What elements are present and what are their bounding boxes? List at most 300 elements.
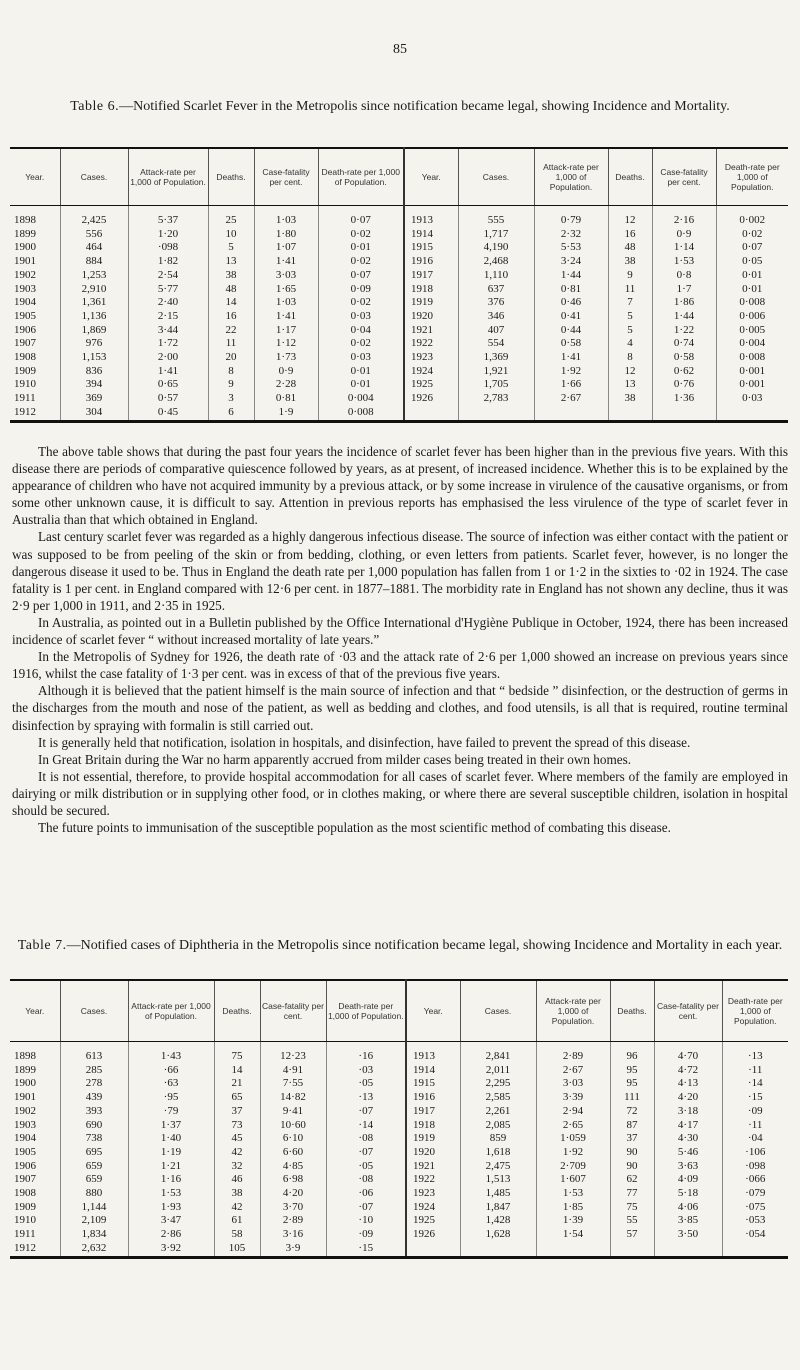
table7-cell: 1915 — [406, 1077, 460, 1091]
table6-cell — [404, 406, 458, 421]
table7-cell: 1·92 — [536, 1146, 610, 1160]
table6-cell: 464 — [60, 241, 128, 255]
table7-cell: 1906 — [14, 1159, 36, 1172]
table7-cell: 1·53 — [128, 1187, 214, 1201]
body-paragraph: In Great Britain during the War no harm apparently accrued from milder cases being treated in their own homes. — [38, 751, 632, 767]
table6-cell: 14 — [208, 296, 254, 310]
table6-cell: 20 — [208, 351, 254, 365]
table7-cell: 1900 — [14, 1077, 36, 1090]
table6-cell: 1·17 — [254, 324, 318, 338]
table7-cell: ·95 — [128, 1091, 214, 1105]
table6-cell: 0·01 — [716, 283, 788, 297]
table6-cell: 1,921 — [458, 365, 534, 379]
table7-cell: 285 — [60, 1064, 128, 1078]
table7-cell: ·15 — [722, 1091, 788, 1105]
table7-cell: 1,144 — [60, 1201, 128, 1215]
body-paragraph: It is not essential, therefore, to provide hospital accommodation for all cases of scarlet fever. Where members of the family are employed in dairying or milk distribution or in supplying other food, or in clothes making, or where there are several susceptible children, isolation in hospital should be secured. — [12, 768, 788, 818]
table6-header-cell: Attack-rate per 1,000 of Population. — [128, 148, 208, 206]
table7-header-cell: Deaths. — [214, 980, 260, 1042]
table6-cell: 0·46 — [534, 296, 608, 310]
table6-spacer-cell — [458, 206, 534, 215]
table7-cell: 2,109 — [60, 1214, 128, 1228]
table7-cell: ·11 — [722, 1119, 788, 1133]
table6-cell: 407 — [458, 324, 534, 338]
table7-cell: 1·43 — [128, 1050, 214, 1064]
table6-cell: 5 — [608, 310, 652, 324]
table6-row — [10, 351, 788, 365]
table6-cell: 38 — [608, 392, 652, 406]
table6-cell: 1·7 — [652, 283, 716, 297]
table7-spacer-cell — [60, 1042, 128, 1051]
table6-spacer-cell — [10, 206, 60, 215]
table6-cell: 1·41 — [128, 365, 208, 379]
table7-spacer-cell — [326, 1042, 406, 1051]
table7-cell: 62 — [610, 1173, 654, 1187]
table6-header-cell: Attack-rate per 1,000 of Population. — [534, 148, 608, 206]
table6-cell: 1·03 — [254, 296, 318, 310]
table6-cell: 7 — [608, 296, 652, 310]
table6-cell: 9 — [608, 269, 652, 283]
body-paragraph: It is generally held that notification, isolation in hospitals, and disinfection, have failed to prevent the spread of this disease. — [38, 734, 691, 750]
table7-cell: 1901 — [14, 1091, 36, 1104]
table7-spacer-cell — [406, 1042, 460, 1051]
table7-cell: 4·70 — [654, 1050, 722, 1064]
table7-cell: 2,841 — [460, 1050, 536, 1064]
table6-cell: 1·07 — [254, 241, 318, 255]
table6-cell: 0·57 — [128, 392, 208, 406]
table7-cell: 695 — [60, 1146, 128, 1160]
table6-row — [10, 283, 788, 297]
table7-cell: ·08 — [326, 1132, 406, 1146]
table7-cell: 4·17 — [654, 1119, 722, 1133]
table7-cell: 42 — [214, 1201, 260, 1215]
table6-cell: 3·24 — [534, 255, 608, 269]
table7-cell: 1926 — [406, 1228, 460, 1242]
table7-cell: ·04 — [722, 1132, 788, 1146]
table7-cell — [536, 1242, 610, 1257]
table7-cell: 10·60 — [260, 1119, 326, 1133]
table7-cell: 278 — [60, 1077, 128, 1091]
table7-cell: 1902 — [14, 1104, 36, 1117]
table6-cell: 1921 — [404, 324, 458, 338]
table6-cell: 0·45 — [128, 406, 208, 421]
table6-header-cell: Case-fatality per cent. — [652, 148, 716, 206]
table6-cell: 5 — [208, 241, 254, 255]
table6-cell: 1905 — [14, 309, 36, 322]
table7-cell: 6·10 — [260, 1132, 326, 1146]
table6-cell: 0·01 — [318, 378, 404, 392]
table6-cell: 394 — [60, 378, 128, 392]
table7-cell: 61 — [214, 1214, 260, 1228]
table6-cell: 346 — [458, 310, 534, 324]
table7-cell: 1·54 — [536, 1228, 610, 1242]
table7-cell: 2,632 — [60, 1242, 128, 1257]
body-paragraph: In the Metropolis of Sydney for 1926, the death rate of ·03 and the attack rate of 2·6 per 1,000 showed an increase on previous years since 1916, whilst the case fatality of 1·3 per cent. was in excess of that of the previous five years. — [12, 649, 788, 682]
table7-cell: 1,428 — [460, 1214, 536, 1228]
table7-cell: 4·91 — [260, 1064, 326, 1078]
table7-cell: ·14 — [326, 1119, 406, 1133]
table7-cell: 1·40 — [128, 1132, 214, 1146]
body-paragraph: The above table shows that during the past four years the incidence of scarlet fever has been higher than in the previous five years. With this disease there are periods of comparative quiescence followed by years, as at present, of increased incidence. Whether this is to be explained by the appearance of children who have not acquired immunity by a previous attack, or by some increase in virulence of the causative organisms, or from some other unknown cause, it is difficult to say. Attention in previous reports has emphasised the less virulence of the type of scarlet fever in Australia than that which obtained in England. — [12, 444, 788, 528]
table6-cell: 0·9 — [254, 365, 318, 379]
table6-cell: 10 — [208, 228, 254, 242]
table6-cell: 304 — [60, 406, 128, 421]
table6-cell: 1906 — [14, 323, 36, 336]
table6-cell: 1,253 — [60, 269, 128, 283]
table7-spacer-cell — [260, 1042, 326, 1051]
table7-row — [10, 1242, 788, 1257]
table6-row — [10, 406, 788, 421]
table7-cell: 105 — [214, 1242, 260, 1257]
table7-cell: ·10 — [326, 1214, 406, 1228]
table6-cell: 1,705 — [458, 378, 534, 392]
table7-cell: 1·16 — [128, 1173, 214, 1187]
table7-cell: 2,085 — [460, 1119, 536, 1133]
table7-spacer-cell — [610, 1042, 654, 1051]
table6-cell: 0·74 — [652, 337, 716, 351]
table6-cell: 38 — [208, 269, 254, 283]
body-paragraph: Last century scarlet fever was regarded as a highly dangerous infectious disease. The source of infection was either contact with the patient or was supposed to be from peeling of the skin or from bedding, clothing, or even letters from patients. Scarlet fever, however, is no longer the dangerous disease it used to be. Thus in England the death rate per 1,000 population has fallen from 1 or 1·2 in the sixties to ·02 in 1924. The case fatality is 1 per cent. in England compared with 12·6 per cent. in 1877–1881. The morbidity rate in England has not shown any decline, thus it was 2·9 per 1,000 in 1911, and 2·35 in 1925. — [12, 529, 788, 613]
table7-cell: 6·60 — [260, 1146, 326, 1160]
table6-row — [10, 392, 788, 406]
table7-row — [10, 1187, 788, 1201]
table7-header-cell: Year. — [406, 980, 460, 1042]
table6-spacer-cell — [208, 206, 254, 215]
table7-cell: 1,847 — [460, 1201, 536, 1215]
table7-cell: 1,618 — [460, 1146, 536, 1160]
table7-cell: 2·709 — [536, 1160, 610, 1174]
table6-cell: 1920 — [404, 310, 458, 324]
table6-cell: 1917 — [404, 269, 458, 283]
table7-cell: 45 — [214, 1132, 260, 1146]
table7-cell: 1917 — [406, 1105, 460, 1119]
table6-cell: 1898 — [14, 214, 36, 226]
table7-row — [10, 1050, 788, 1064]
table6-cell: 16 — [208, 310, 254, 324]
table7-cell: 2,585 — [460, 1091, 536, 1105]
table7-cell: 9·41 — [260, 1105, 326, 1119]
table7-header-cell: Cases. — [460, 980, 536, 1042]
table6-cell: 0·09 — [318, 283, 404, 297]
table7-cell: 14·82 — [260, 1091, 326, 1105]
table7-cell: 3·92 — [128, 1242, 214, 1257]
table6-cell: 1903 — [14, 282, 36, 295]
table7-diphtheria — [10, 979, 788, 1259]
table7-cell: 72 — [610, 1105, 654, 1119]
table7-cell — [722, 1242, 788, 1257]
table7-cell: ·16 — [326, 1050, 406, 1064]
table6-cell: 1907 — [14, 337, 36, 350]
table6-cell: 2·00 — [128, 351, 208, 365]
table6-cell: 1·66 — [534, 378, 608, 392]
table7-cell: 37 — [610, 1132, 654, 1146]
table6-cell: 884 — [60, 255, 128, 269]
table7-cell: ·066 — [722, 1173, 788, 1187]
table6-cell: 13 — [208, 255, 254, 269]
table6-cell — [534, 406, 608, 421]
table6-header-cell: Case-fatality per cent. — [254, 148, 318, 206]
table7-row — [10, 1146, 788, 1160]
table7-cell: 55 — [610, 1214, 654, 1228]
table7-cell: 659 — [60, 1173, 128, 1187]
table7-cell: 690 — [60, 1119, 128, 1133]
table7-header-cell: Attack-rate per 1,000 of Population. — [536, 980, 610, 1042]
table6-cell: 0·02 — [318, 337, 404, 351]
table7-cell: 4·09 — [654, 1173, 722, 1187]
table6-cell: 1901 — [14, 255, 36, 268]
table6-cell: 0·01 — [318, 365, 404, 379]
table6-cell: 0·9 — [652, 228, 716, 242]
table6-cell: 1926 — [404, 392, 458, 406]
table6-caption-lead: Table 6. — [70, 99, 120, 114]
table6-row — [10, 228, 788, 242]
table6-cell: 0·02 — [716, 228, 788, 242]
table6-cell: 0·62 — [652, 365, 716, 379]
table7-cell: 4·30 — [654, 1132, 722, 1146]
table6-spacer-cell — [128, 206, 208, 215]
table7-cell: 90 — [610, 1146, 654, 1160]
table6-cell: 38 — [608, 255, 652, 269]
table6-row — [10, 365, 788, 379]
table6-cell: 0·41 — [534, 310, 608, 324]
table6-cell: 1,369 — [458, 351, 534, 365]
table7-cell: 1914 — [406, 1064, 460, 1078]
table7-cell: 65 — [214, 1091, 260, 1105]
table6-spacer-row — [10, 206, 788, 215]
table6-cell: 0·004 — [318, 392, 404, 406]
table6-cell: 2·16 — [652, 214, 716, 228]
table6-cell: 1·20 — [128, 228, 208, 242]
table7-cell: 2·65 — [536, 1119, 610, 1133]
table7-cell: 6·98 — [260, 1173, 326, 1187]
table6-cell: 2,425 — [60, 214, 128, 228]
table7-cell: 1923 — [406, 1187, 460, 1201]
table7-cell: 96 — [610, 1050, 654, 1064]
table7-cell: 95 — [610, 1077, 654, 1091]
table6-cell: 1909 — [14, 364, 36, 377]
table6-cell: 1,110 — [458, 269, 534, 283]
table6-cell: 1·44 — [534, 269, 608, 283]
table7-cell: 439 — [60, 1091, 128, 1105]
table6-cell: 3·03 — [254, 269, 318, 283]
table6-cell: 0·44 — [534, 324, 608, 338]
table7-cell: 659 — [60, 1160, 128, 1174]
table7-cell: ·15 — [326, 1242, 406, 1257]
table7-cell: 1909 — [14, 1200, 36, 1213]
table6-cell: 0·01 — [716, 269, 788, 283]
table7-cell: 1912 — [14, 1241, 36, 1254]
table6-cell: 0·004 — [716, 337, 788, 351]
table7-cell: 2·94 — [536, 1105, 610, 1119]
table7-cell: ·07 — [326, 1105, 406, 1119]
table7-cell: 73 — [214, 1119, 260, 1133]
table6-cell: 1904 — [14, 296, 36, 309]
table7-cell: ·07 — [326, 1201, 406, 1215]
table6-cell: 5 — [608, 324, 652, 338]
page-number: 85 — [393, 42, 407, 57]
table6-cell: 1915 — [404, 241, 458, 255]
table7-cell: 111 — [610, 1091, 654, 1105]
table7-cell: 38 — [214, 1187, 260, 1201]
table7-row — [10, 1064, 788, 1078]
table6-spacer-cell — [652, 206, 716, 215]
table7-cell: 1899 — [14, 1063, 36, 1076]
table7-cell: ·05 — [326, 1160, 406, 1174]
table7-cell: 1·19 — [128, 1146, 214, 1160]
table7-cell: 3·85 — [654, 1214, 722, 1228]
table6-cell: 1908 — [14, 351, 36, 364]
table6-row — [10, 241, 788, 255]
table6-cell: 9 — [208, 378, 254, 392]
table7-cell: ·09 — [722, 1105, 788, 1119]
table6-cell: 3·44 — [128, 324, 208, 338]
table7-cell: 1,485 — [460, 1187, 536, 1201]
table6-cell: 1,153 — [60, 351, 128, 365]
body-paragraph: Although it is believed that the patient himself is the main source of infection and that “ bedside ” disinfection, or the destruction of germs in the discharges from the mouth and nose of the patient, as well as bedding and clothes, and food utensils, is all that is required, routine terminal disinfection by spraying with formalin is still carried out. — [12, 683, 788, 733]
table6-cell: 1900 — [14, 241, 36, 254]
table6-cell: 637 — [458, 283, 534, 297]
table7-header-cell: Deaths. — [610, 980, 654, 1042]
table7-cell — [654, 1242, 722, 1257]
table6-cell: 0·006 — [716, 310, 788, 324]
table7-cell: ·14 — [722, 1077, 788, 1091]
table6-caption-text: —Notified Scarlet Fever in the Metropolis since notification became legal, showing Incidence and Mortality. — [119, 99, 730, 114]
table6-cell: 0·05 — [716, 255, 788, 269]
table6-cell: 0·01 — [318, 241, 404, 255]
table7-cell: 1,513 — [460, 1173, 536, 1187]
table7-cell: 1,834 — [60, 1228, 128, 1242]
table6-header-cell: Death-rate per 1,000 of Population. — [716, 148, 788, 206]
body-paragraph: In Australia, as pointed out in a Bulletin published by the Office International d'Hygiène Publique in October, 1924, there has been increased incidence of scarlet fever “ without increased mortality of late years.” — [12, 614, 788, 648]
table6-cell: 1·86 — [652, 296, 716, 310]
table6-cell: 0·03 — [318, 351, 404, 365]
table6-cell: 16 — [608, 228, 652, 242]
table7-header-cell: Death-rate per 1,000 of Population. — [722, 980, 788, 1042]
table6-cell: 1,136 — [60, 310, 128, 324]
table7-cell: 1·607 — [536, 1173, 610, 1187]
table7-cell: 1916 — [406, 1091, 460, 1105]
table6-cell: 555 — [458, 214, 534, 228]
table7-cell: ·079 — [722, 1187, 788, 1201]
table7-cell: ·06 — [326, 1187, 406, 1201]
table6-cell: 369 — [60, 392, 128, 406]
table6-cell: 1·41 — [254, 255, 318, 269]
table7-cell: ·106 — [722, 1146, 788, 1160]
table7-cell: 3·9 — [260, 1242, 326, 1257]
table7-cell: 1898 — [14, 1050, 36, 1062]
table7-cell: 58 — [214, 1228, 260, 1242]
table6-header-cell: Cases. — [60, 148, 128, 206]
table7-row — [10, 1201, 788, 1215]
table7-cell: 1·39 — [536, 1214, 610, 1228]
table7-caption-lead: Table 7. — [17, 938, 67, 953]
table6-cell: 0·81 — [254, 392, 318, 406]
table6-cell: 2,783 — [458, 392, 534, 406]
table7-caption-text: —Notified cases of Diphtheria in the Metropolis since notification became legal, showing Incidence and Mortality in each year. — [66, 938, 783, 953]
table6-scarlet-fever — [10, 147, 788, 423]
table6-cell: 5·77 — [128, 283, 208, 297]
table6-cell: 2,468 — [458, 255, 534, 269]
table6-cell: 1·65 — [254, 283, 318, 297]
table7-cell: 1·85 — [536, 1201, 610, 1215]
table7-row — [10, 1214, 788, 1228]
table7-cell: 1908 — [14, 1187, 36, 1200]
table6-cell: 0·79 — [534, 214, 608, 228]
table7-cell: 4·20 — [260, 1187, 326, 1201]
table7-cell: 1920 — [406, 1146, 460, 1160]
table7-cell: 46 — [214, 1173, 260, 1187]
table6-row — [10, 214, 788, 228]
table6-row — [10, 324, 788, 338]
table6-cell: 976 — [60, 337, 128, 351]
table6-cell — [608, 406, 652, 421]
table7-cell: 75 — [214, 1050, 260, 1064]
table6-cell — [652, 406, 716, 421]
table7-row — [10, 1173, 788, 1187]
table6-cell: 836 — [60, 365, 128, 379]
table6-cell: 0·002 — [716, 214, 788, 228]
table7-cell — [460, 1242, 536, 1257]
table7-cell: 57 — [610, 1228, 654, 1242]
table6-cell: 11 — [208, 337, 254, 351]
table6-cell: 2·15 — [128, 310, 208, 324]
table7-cell: 4·20 — [654, 1091, 722, 1105]
table7-cell: 1922 — [406, 1173, 460, 1187]
table6-cell: 0·001 — [716, 365, 788, 379]
table6-cell: 1·36 — [652, 392, 716, 406]
table7-spacer-cell — [722, 1042, 788, 1051]
table6-spacer-cell — [534, 206, 608, 215]
table6-body — [10, 206, 788, 422]
table7-cell: 3·47 — [128, 1214, 214, 1228]
table7-cell: ·054 — [722, 1228, 788, 1242]
table6-cell: 1·44 — [652, 310, 716, 324]
table7-cell: 859 — [460, 1132, 536, 1146]
table7-cell: 2·89 — [260, 1214, 326, 1228]
table7-cell: 1·93 — [128, 1201, 214, 1215]
table7-cell: 1·37 — [128, 1119, 214, 1133]
table7-spacer-cell — [536, 1042, 610, 1051]
table6-spacer-cell — [60, 206, 128, 215]
table7-cell: ·053 — [722, 1214, 788, 1228]
table7-cell: 1913 — [406, 1050, 460, 1064]
table7-cell: 37 — [214, 1105, 260, 1119]
table7-cell: ·07 — [326, 1146, 406, 1160]
table6-cell: 22 — [208, 324, 254, 338]
table7-cell: ·79 — [128, 1105, 214, 1119]
table6-cell: 8 — [208, 365, 254, 379]
table7-cell: 32 — [214, 1160, 260, 1174]
table6-cell: 1·41 — [254, 310, 318, 324]
table6-cell: 1924 — [404, 365, 458, 379]
table7-cell: 4·06 — [654, 1201, 722, 1215]
table7-cell: 4·72 — [654, 1064, 722, 1078]
table7-cell: 2,295 — [460, 1077, 536, 1091]
table6-cell: 1·80 — [254, 228, 318, 242]
body-paragraph: The future points to immunisation of the susceptible population as the most scientific method of combating this disease. — [38, 820, 671, 836]
table6-cell: 11 — [608, 283, 652, 297]
table6-header-cell: Year. — [404, 148, 458, 206]
table6-cell: 1919 — [404, 296, 458, 310]
table6-cell: 0·04 — [318, 324, 404, 338]
table7-cell: 3·03 — [536, 1077, 610, 1091]
table6-cell: 1,869 — [60, 324, 128, 338]
table6-cell: 6 — [208, 406, 254, 421]
table7-cell: 21 — [214, 1077, 260, 1091]
table6-header-cell: Death-rate per 1,000 of Population. — [318, 148, 404, 206]
table6-header-cell: Deaths. — [208, 148, 254, 206]
table7-cell: 1924 — [406, 1201, 460, 1215]
